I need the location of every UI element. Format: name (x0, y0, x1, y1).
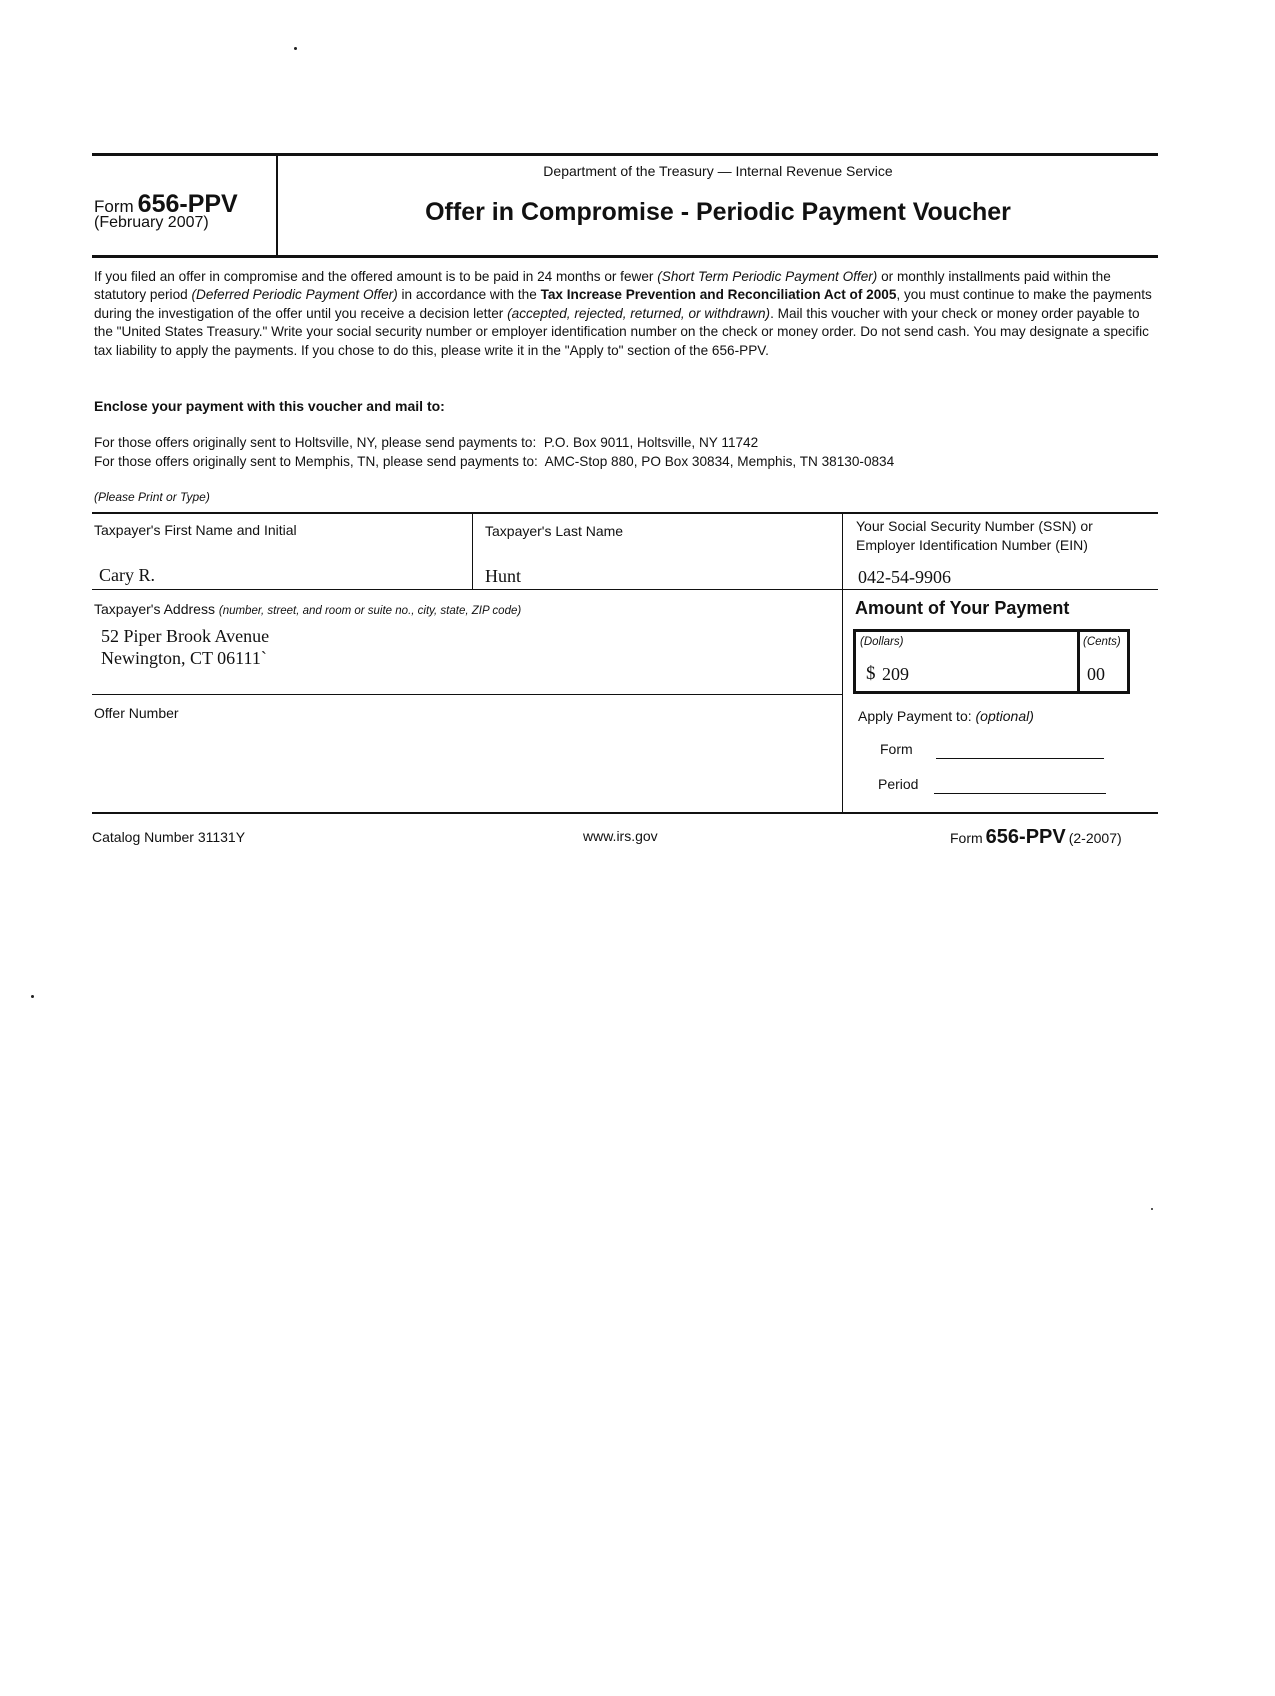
grid-divider-right (842, 513, 843, 813)
payment-cents-divider (1077, 631, 1080, 692)
mailing-heading: Enclose your payment with this voucher and mail to: (94, 398, 445, 414)
header-bottom-rule (92, 255, 1158, 258)
apply-label-optional: (optional) (975, 708, 1034, 724)
catalog-number: Catalog Number 31131Y (92, 829, 246, 845)
address-label-hint: (number, street, and room or suite no., city, state, ZIP code) (218, 605, 522, 617)
footer-form-id (950, 826, 1122, 849)
print-note: (Please Print or Type) (94, 490, 210, 504)
instr-text: or monthly installments paid within the statutory period (94, 269, 1111, 303)
address-label (94, 601, 521, 617)
last-name-field[interactable]: Hunt (485, 566, 521, 586)
footer-form-revision: (2-2007) (1068, 830, 1122, 846)
grid-top-rule (92, 512, 1158, 514)
scan-speck (1151, 1208, 1153, 1210)
instr-text: , you must continue to make the payments during the investigation of the offer until you receive a decision letter (94, 287, 1152, 321)
apply-label-text: Apply Payment to: (858, 708, 972, 724)
last-name-label: Taxpayer's Last Name (485, 523, 624, 539)
dollar-sign: $ (866, 663, 876, 684)
form-date: (February 2007) (94, 214, 209, 231)
instr-italic: (accepted, rejected, returned, or withdrawn) (507, 305, 771, 321)
grid-rule-address (92, 694, 842, 695)
first-name-label: Taxpayer's First Name and Initial (94, 522, 297, 538)
cents-field[interactable]: 00 (1087, 664, 1105, 684)
apply-form-label: Form (880, 741, 913, 757)
instr-italic: (Deferred Periodic Payment Offer) (191, 287, 398, 303)
form-number: 656-PPV (137, 190, 238, 218)
instr-text: If you filed an offer in compromise and the offered amount is to be paid in 24 months or fewer (94, 269, 658, 284)
dollars-label: (Dollars) (860, 636, 904, 648)
ssn-label-line2: Employer Identification Number (EIN) (856, 537, 1088, 553)
payment-title: Amount of Your Payment (855, 598, 1070, 618)
apply-payment-label (858, 708, 1034, 724)
footer-form-prefix: Form (950, 830, 983, 846)
page-title: Offer in Compromise - Periodic Payment Voucher (425, 198, 1011, 226)
apply-form-field[interactable] (936, 758, 1104, 759)
scan-speck (31, 995, 34, 998)
form-prefix: Form (94, 197, 134, 216)
grid-divider-names (472, 513, 473, 590)
dollars-field[interactable]: 209 (882, 664, 909, 684)
instr-italic: (Short Term Periodic Payment Offer) (657, 269, 878, 284)
instr-text: in accordance with the (397, 287, 541, 303)
header-top-rule (92, 153, 1158, 156)
grid-rule-names (92, 589, 1158, 590)
first-name-field[interactable]: Cary R. (99, 565, 155, 585)
address-label-text: Taxpayer's Address (94, 601, 215, 617)
apply-period-field[interactable] (934, 793, 1106, 794)
department-line: Department of the Treasury — Internal Revenue Service (543, 163, 893, 179)
address-line1-field[interactable]: 52 Piper Brook Avenue (101, 626, 270, 646)
instructions-paragraph (94, 268, 1156, 360)
ssn-field[interactable]: 042-54-9906 (858, 567, 951, 587)
address-line2-field[interactable]: Newington, CT 06111` (101, 648, 267, 668)
offer-number-label: Offer Number (94, 705, 179, 721)
apply-period-label: Period (878, 776, 919, 792)
ssn-label-line1: Your Social Security Number (SSN) or (856, 518, 1093, 534)
website-link[interactable]: www.irs.gov (583, 828, 658, 844)
instr-bold: Tax Increase Prevention and Reconciliation Act of 2005 (540, 287, 897, 303)
scan-speck (294, 47, 297, 50)
footer-form-number: 656-PPV (985, 826, 1066, 848)
instr-text: . Mail this voucher with your check or money order payable to the "United States Treasury." Write your social security number or employer identification number on the check or money order. Do not send cash. You may designate a specific tax liability to apply the payments. If you chose to do this, please write it in the "Apply to" section of the 656-PPV. (94, 305, 1149, 358)
mailing-line-holtsville: For those offers originally sent to Holtsville, NY, please send payments to: P.O. Box 9011, Holtsville, NY 11742 (94, 435, 759, 450)
grid-bottom-rule (92, 812, 1158, 814)
cents-label: (Cents) (1083, 636, 1121, 648)
mailing-line-memphis: For those offers originally sent to Memphis, TN, please send payments to: AMC-Stop 880, PO Box 30834, Memphis, TN 38130-0834 (94, 454, 895, 469)
